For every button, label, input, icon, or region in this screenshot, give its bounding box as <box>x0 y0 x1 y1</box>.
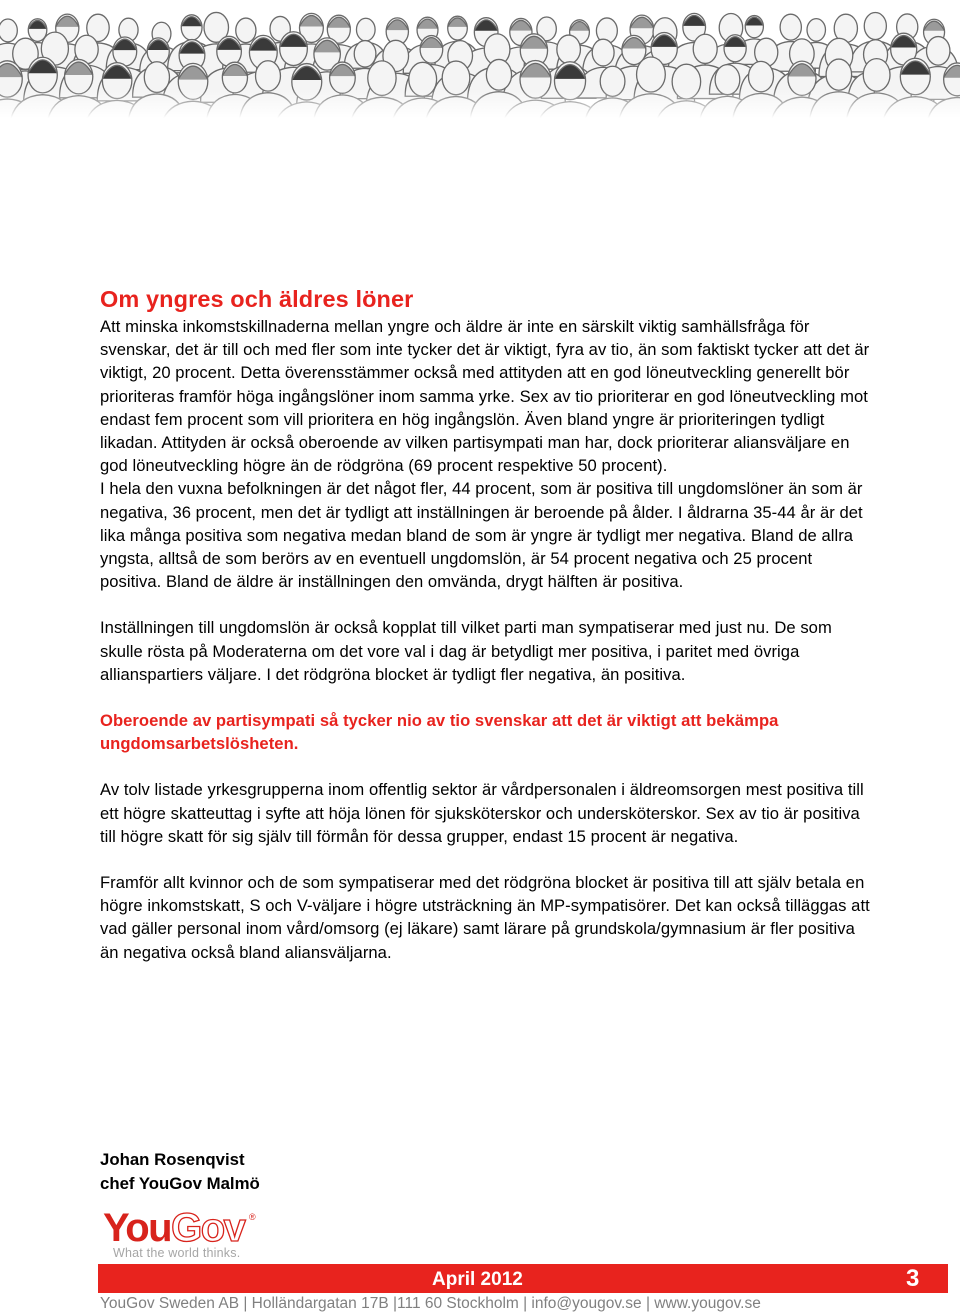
paragraph-tax-willingness: Framför allt kvinnor och de som sympatiserar med det rödgröna blocket är positiva till att själv betala en högre inkomstskatt, S och V-väljare i högre utsträckning än MP-sympatisörer. Det kan också tilläggas att vad gäller personal inom vård/omsorg (ej läkare) samt lärare på grundskola/gymnasium är fler positiva än negativa också bland aliansväljarna. <box>100 873 870 962</box>
highlight-statement: Oberoende av partisympati så tycker nio av tio svenskar att det är viktigt att bekämpa ungdomsarbetslösheten. <box>100 711 779 754</box>
crowd-illustration-banner <box>0 0 960 118</box>
logo-registered-mark: ® <box>249 1212 256 1222</box>
page-number: 3 <box>906 1265 920 1292</box>
paragraph-youth-wages: I hela den vuxna befolkningen är det något fler, 44 procent, som är positiva till ungdomslöner än som är negativa, 36 procent, men det är tydligt att inställningen är beroende på ålder. I åldrarna 35-44 år är det lika många positiva som negativa medan bland de som är yngre är tydligt mer negativa. Bland de allra yngsta, alltså de som berörs av en eventuell ungdomslön, är 54 procent negativa och 25 procent positiva. Bland de äldre är inställningen den omvända, drygt hälften är positiva. <box>100 479 863 592</box>
paragraph-public-sector: Av tolv listade yrkesgrupperna inom offentlig sektor är vårdpersonalen i äldreomsorgen mest positiva till ett högre skatteuttag i syfte att höja lönen för sjuksköterskor och undersköterskor. Sex av tio är positiva till högre skatt för sig själv till förmån för dessa grupper, endast 15 procent är negativa. <box>100 780 864 846</box>
footer-date: April 2012 <box>432 1269 523 1290</box>
footer-bar <box>98 1264 948 1293</box>
article-body <box>100 284 870 964</box>
yougov-logo <box>103 1208 273 1260</box>
logo-tagline: What the world thinks. <box>113 1246 241 1260</box>
logo-gov: Gov <box>171 1206 245 1250</box>
logo-wordmark <box>103 1208 244 1248</box>
logo-you: You <box>103 1206 172 1250</box>
signature-title: chef YouGov Malmö <box>100 1173 260 1193</box>
signature <box>100 1148 260 1195</box>
crowd-illustration-icon <box>0 0 960 118</box>
section-heading: Om yngres och äldres löner <box>100 286 414 312</box>
signature-name: Johan Rosenqvist <box>100 1150 245 1169</box>
footer-address: YouGov Sweden AB | Holländargatan 17B |111 60 Stockholm | info@yougov.se | www.yougov.se <box>100 1295 761 1312</box>
paragraph-party-sympathy: Inställningen till ungdomslön är också kopplat till vilket parti man sympatiserar med just nu. De som skulle rösta på Moderaterna om det vore val i dag är betydligt mer positiva, i paritet med övriga allianspartiers väljare. I det rödgröna blocket är tydligt fler negativa, än positiva. <box>100 618 832 684</box>
paragraph-income-gap: Att minska inkomstskillnaderna mellan yngre och äldre är inte en särskilt viktig samhällsfråga för svenskar, det är till och med fler som inte tycker det är viktigt, fyra av tio, än som faktiskt tycker att det är viktigt, 20 procent. Detta överensstämmer också med attityden att en god löneutveckling generellt bör prioriteras framför höga ingångslöner inom samma yrke. Sex av tio prioriterar en god löneutveckling mot endast fem procent som vill prioritera en hög ingångslön. Även bland yngre är prioriteringen tydligt likadan. Attityden är också oberoende av vilken partisympati man har, dock prioriterar aliansväljare en god löneutveckling högre än de rödgröna (69 procent respektive 50 procent). <box>100 317 870 476</box>
